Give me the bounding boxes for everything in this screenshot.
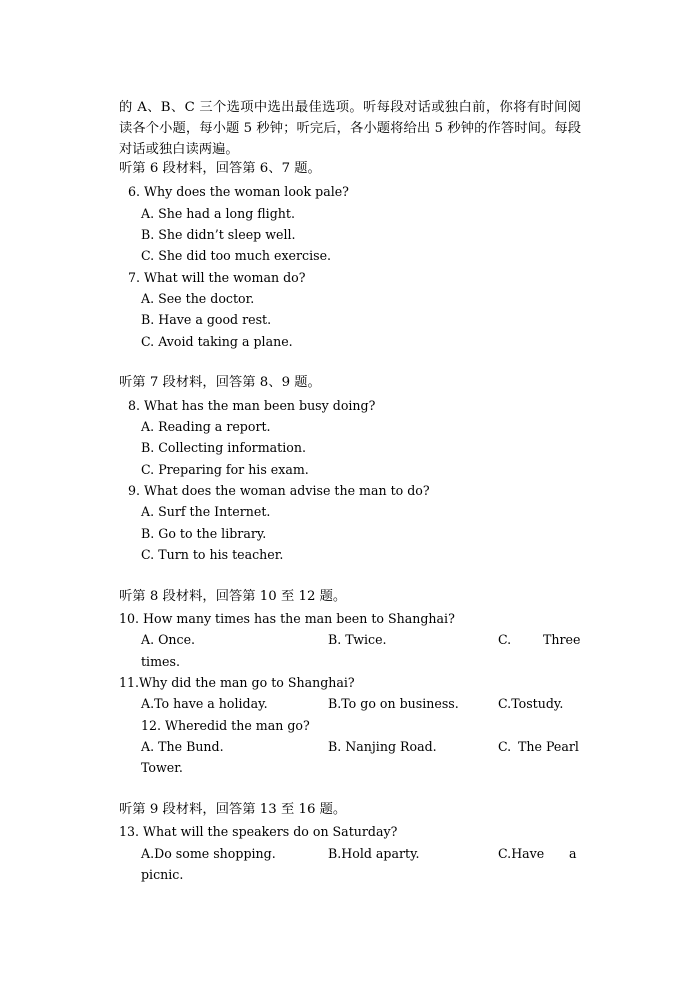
answer-option: C. Turn to his teacher.	[141, 547, 284, 562]
answer-option: A. The Bund.	[141, 739, 224, 754]
answer-option: B. Collecting information.	[141, 440, 306, 455]
question-stem: 12. Wheredid the man go?	[141, 718, 310, 733]
answer-option-text: picnic.	[141, 867, 184, 882]
answer-option: B. Twice.	[328, 632, 387, 647]
question-stem: 13. What will the speakers do on Saturday?	[119, 824, 398, 839]
answer-option-text: a	[569, 846, 577, 861]
answer-option-text: Three	[543, 632, 581, 647]
answer-option: B.To go on business.	[328, 696, 459, 711]
section-heading: 听第 7 段材料，回答第 8、9 题。	[119, 375, 321, 390]
answer-option: B. She didn’t sleep well.	[141, 227, 296, 242]
answer-option: B.Hold aparty.	[328, 846, 420, 861]
answer-option: C. Avoid taking a plane.	[141, 334, 293, 349]
answer-option: A. Reading a report.	[141, 419, 271, 434]
section-heading: 听第 9 段材料，回答第 13 至 16 题。	[119, 802, 347, 817]
answer-option-text: times.	[141, 654, 180, 669]
question-stem: 8. What has the man been busy doing?	[128, 398, 376, 413]
intro-paragraph: 的 A、B、C 三个选项中选出最佳选项。听每段对话或独白前，你将有时间阅读各个小题，每小题 5 秒钟；听完后，各小题将给出 5 秒钟的作答时间。每段对话或独白读两遍。	[119, 100, 581, 157]
answer-option: A. Surf the Internet.	[141, 504, 271, 519]
answer-option: B. Have a good rest.	[141, 312, 272, 327]
answer-option: C.	[498, 739, 512, 754]
answer-option: B. Go to the library.	[141, 526, 267, 541]
answer-option: A. She had a long flight.	[141, 206, 295, 221]
question-stem: 6. Why does the woman look pale?	[128, 184, 349, 199]
answer-option: B. Nanjing Road.	[328, 739, 437, 754]
question-stem: 7. What will the woman do?	[128, 270, 306, 285]
answer-option: C. She did too much exercise.	[141, 248, 332, 263]
section-heading: 听第 6 段材料，回答第 6、7 题。	[119, 161, 321, 176]
question-stem: 9. What does the woman advise the man to do?	[128, 483, 430, 498]
answer-option-text: The Pearl	[518, 739, 579, 754]
answer-option: A.Do some shopping.	[141, 846, 276, 861]
answer-option: C. Preparing for his exam.	[141, 462, 309, 477]
section-heading: 听第 8 段材料，回答第 10 至 12 题。	[119, 589, 347, 604]
answer-option: C.Tostudy.	[498, 696, 564, 711]
answer-option: A.To have a holiday.	[141, 696, 268, 711]
answer-option-text: Tower.	[141, 760, 183, 775]
answer-option: C.	[498, 632, 512, 647]
answer-option: A. Once.	[141, 632, 196, 647]
question-stem: 11.Why did the man go to Shanghai?	[119, 675, 355, 690]
question-stem: 10. How many times has the man been to Shanghai?	[119, 611, 455, 626]
answer-option: A. See the doctor.	[141, 291, 255, 306]
answer-option: C.Have	[498, 846, 545, 861]
